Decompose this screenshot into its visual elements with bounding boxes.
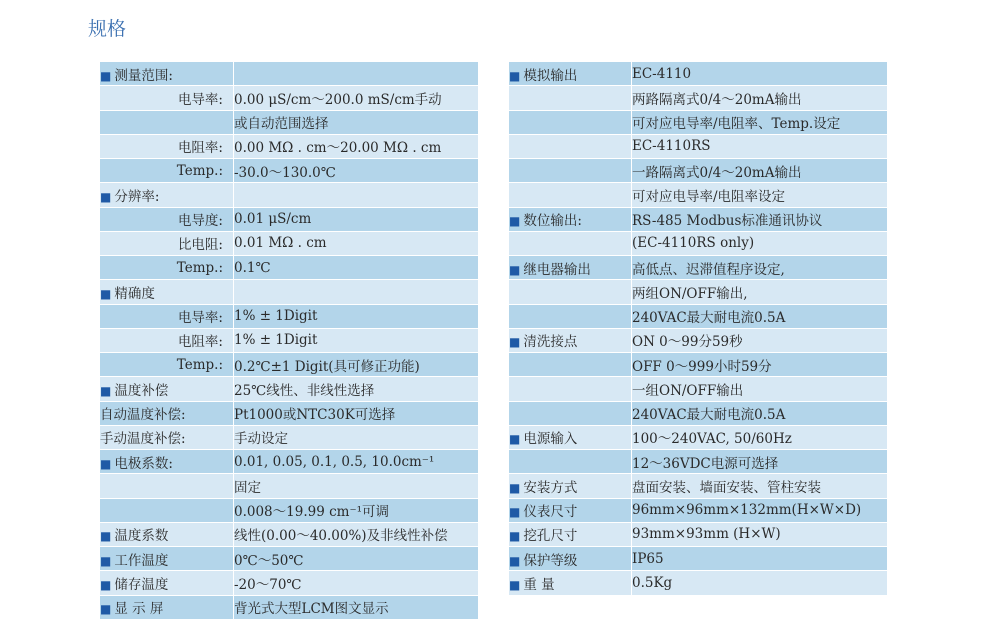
right-label-cell: [509, 134, 632, 158]
left-value-cell: [234, 256, 479, 280]
left-label-cell: [100, 86, 234, 110]
left-row: [100, 207, 479, 231]
spec-value: 1% ± 1Digit: [234, 332, 318, 349]
spec-value: 12～36VDC电源可选择: [632, 455, 779, 472]
spec-value: 两路隔离式0/4～20mA输出: [632, 91, 802, 108]
left-value-cell: [234, 595, 479, 619]
square-bullet-icon: ■: [100, 189, 112, 204]
right-row: [509, 547, 888, 571]
left-row: [100, 256, 479, 280]
right-label-cell: [509, 231, 632, 255]
spec-value: -30.0～130.0℃: [234, 164, 336, 181]
left-value-cell: [234, 159, 479, 183]
left-value-cell: [234, 110, 479, 134]
left-label-cell: [100, 134, 234, 158]
spec-value: 或自动范围选择: [234, 116, 329, 133]
right-row: [509, 110, 888, 134]
left-value-cell: [234, 571, 479, 595]
right-value-cell: [632, 159, 888, 183]
square-bullet-icon: ■: [100, 68, 112, 83]
left-value-cell: [234, 183, 479, 207]
spec-label: Temp.:: [176, 259, 223, 276]
right-row: [509, 86, 888, 110]
spec-value: 高低点、迟滞值程序设定,: [632, 261, 785, 278]
right-label-cell: [509, 522, 632, 546]
spec-label: 电导率:: [177, 310, 223, 327]
left-value-cell: [234, 86, 479, 110]
right-value-cell: [632, 401, 888, 425]
square-bullet-icon: ■: [100, 577, 112, 592]
spec-value: 96mm×96mm×132mm(H×W×D): [632, 502, 862, 519]
spec-label: 温度系数: [114, 528, 169, 545]
right-label-cell: [509, 498, 632, 522]
left-label-cell: [100, 401, 234, 425]
right-value-cell: [632, 474, 888, 498]
left-row: [100, 401, 479, 425]
spec-value: 固定: [234, 479, 261, 496]
spec-value: 两组ON/OFF输出,: [632, 285, 748, 302]
right-label-cell: [509, 304, 632, 328]
left-label-cell: [100, 474, 234, 498]
left-label-cell: [100, 110, 234, 134]
left-label-cell: [100, 377, 234, 401]
spec-value: 0.008～19.99 cm⁻¹可调: [234, 504, 389, 521]
right-row: [509, 522, 888, 546]
square-bullet-icon: ■: [100, 456, 112, 471]
left-value-cell: [234, 280, 479, 304]
spec-value: 线性(0.00～40.00%)及非线性补偿: [234, 528, 448, 545]
left-row: [100, 450, 479, 474]
right-label-cell: [509, 183, 632, 207]
spec-value: Pt1000或NTC30K可选择: [234, 407, 396, 424]
right-row: [509, 328, 888, 352]
right-label-cell: [509, 280, 632, 304]
left-label-cell: [100, 304, 234, 328]
spec-label: 工作温度: [114, 552, 169, 569]
spec-label: Temp.:: [176, 356, 223, 373]
spec-value: 可对应电导率/电阻率设定: [632, 188, 786, 205]
spec-value: 0.01 MΩ . cm: [234, 235, 327, 252]
spec-label: 手动温度补偿:: [100, 431, 186, 448]
left-label-cell: [100, 207, 234, 231]
right-row: [509, 377, 888, 401]
spec-label: 模拟输出: [523, 67, 578, 84]
spec-label: 继电器输出: [523, 261, 591, 278]
left-value-cell: [234, 425, 479, 449]
spec-value: (EC-4110RS only): [632, 235, 755, 252]
right-value-cell: [632, 353, 888, 377]
spec-label: 显 示 屏: [114, 601, 164, 618]
right-row: [509, 401, 888, 425]
spec-value: 手动设定: [234, 431, 288, 448]
spec-label: 比电阻:: [177, 237, 223, 254]
right-value-cell: [632, 522, 888, 546]
left-value-cell: [234, 328, 479, 352]
square-bullet-icon: ■: [100, 553, 112, 568]
spec-label: 精确度: [114, 285, 155, 302]
left-label-cell: [100, 498, 234, 522]
spec-label: 电导率:: [177, 91, 223, 108]
square-bullet-icon: ■: [509, 335, 521, 350]
right-row: [509, 450, 888, 474]
left-label-cell: [100, 353, 234, 377]
square-bullet-icon: ■: [509, 505, 521, 520]
square-bullet-icon: ■: [509, 68, 521, 83]
left-row: [100, 231, 479, 255]
spec-label: 电极系数:: [114, 455, 173, 472]
right-label-cell: [509, 353, 632, 377]
spec-value: 0.00 μS/cm～200.0 mS/cm手动: [234, 91, 442, 108]
right-value-cell: [632, 328, 888, 352]
left-value-cell: [234, 134, 479, 158]
spec-value: 0.01 μS/cm: [234, 211, 312, 228]
left-row: [100, 304, 479, 328]
square-bullet-icon: ■: [509, 577, 521, 592]
right-row: [509, 231, 888, 255]
spec-label: 挖孔尺寸: [523, 528, 578, 545]
right-value-cell: [632, 207, 888, 231]
left-row: [100, 595, 479, 619]
spec-value: 100～240VAC, 50/60Hz: [632, 431, 792, 448]
spec-label: 电导度:: [177, 213, 223, 230]
spec-label: 数位输出:: [523, 213, 582, 230]
left-label-cell: [100, 328, 234, 352]
right-value-cell: [632, 231, 888, 255]
right-label-cell: [509, 256, 632, 280]
left-value-cell: [234, 231, 479, 255]
right-value-cell: [632, 62, 888, 86]
right-value-cell: [632, 183, 888, 207]
left-label-cell: [100, 231, 234, 255]
right-value-cell: [632, 304, 888, 328]
right-row: [509, 304, 888, 328]
left-value-cell: [234, 474, 479, 498]
left-row: [100, 159, 479, 183]
right-label-cell: [509, 474, 632, 498]
right-label-cell: [509, 62, 632, 86]
left-label-cell: [100, 571, 234, 595]
left-row: [100, 522, 479, 546]
spec-value: 0.1℃: [234, 259, 271, 276]
spec-label: 分辨率:: [114, 188, 160, 205]
right-row: [509, 62, 888, 86]
square-bullet-icon: ■: [509, 480, 521, 495]
spec-label: 电阻率:: [177, 140, 223, 157]
left-value-cell: [234, 62, 479, 86]
right-row: [509, 425, 888, 449]
left-label-cell: [100, 280, 234, 304]
spec-label: 储存温度: [114, 576, 169, 593]
square-bullet-icon: ■: [100, 529, 112, 544]
left-row: [100, 353, 479, 377]
square-bullet-icon: ■: [509, 262, 521, 277]
right-value-cell: [632, 110, 888, 134]
square-bullet-icon: ■: [100, 286, 112, 301]
left-value-cell: [234, 377, 479, 401]
right-value-cell: [632, 377, 888, 401]
spec-value: 盘面安装、墙面安装、管柱安装: [632, 479, 821, 496]
left-row: [100, 134, 479, 158]
spec-value: RS-485 Modbus标准通讯协议: [632, 213, 823, 230]
left-value-cell: [234, 450, 479, 474]
left-label-cell: [100, 256, 234, 280]
left-value-cell: [234, 498, 479, 522]
right-label-cell: [509, 86, 632, 110]
right-row: [509, 207, 888, 231]
left-value-cell: [234, 353, 479, 377]
spec-table-right: [508, 61, 888, 596]
square-bullet-icon: ■: [100, 602, 112, 617]
spec-label: 电源输入: [523, 431, 578, 448]
right-row: [509, 353, 888, 377]
right-value-cell: [632, 280, 888, 304]
right-label-cell: [509, 401, 632, 425]
left-row: [100, 62, 479, 86]
spec-value: 一路隔离式0/4～20mA输出: [632, 164, 802, 181]
spec-value: EC-4110: [632, 65, 692, 82]
spec-value: EC-4110RS: [632, 138, 711, 155]
left-row: [100, 328, 479, 352]
left-value-cell: [234, 207, 479, 231]
right-value-cell: [632, 450, 888, 474]
left-row: [100, 498, 479, 522]
right-value-cell: [632, 425, 888, 449]
square-bullet-icon: ■: [509, 553, 521, 568]
spec-label: 自动温度补偿:: [100, 407, 186, 424]
right-value-cell: [632, 498, 888, 522]
spec-label: 安装方式: [523, 479, 578, 496]
square-bullet-icon: ■: [509, 529, 521, 544]
spec-value: 背光式大型LCM图文显示: [234, 601, 389, 618]
spec-value: OFF 0～999小时59分: [632, 358, 772, 375]
left-value-cell: [234, 522, 479, 546]
right-row: [509, 134, 888, 158]
right-row: [509, 280, 888, 304]
spec-value: 可对应电导率/电阻率、Temp.设定: [632, 116, 841, 133]
right-row: [509, 159, 888, 183]
left-label-cell: [100, 522, 234, 546]
spec-label: 测量范围:: [114, 67, 173, 84]
spec-value: 0.5Kg: [632, 574, 673, 591]
left-value-cell: [234, 401, 479, 425]
spec-label: 仪表尺寸: [523, 504, 578, 521]
spec-value: 240VAC最大耐电流0.5A: [632, 407, 786, 424]
right-row: [509, 256, 888, 280]
spec-value: ON 0～99分59秒: [632, 334, 743, 351]
square-bullet-icon: ■: [509, 432, 521, 447]
right-row: [509, 474, 888, 498]
spec-value: 0℃～50℃: [234, 552, 304, 569]
spec-label: 保护等级: [523, 552, 578, 569]
left-label-cell: [100, 425, 234, 449]
right-label-cell: [509, 547, 632, 571]
spec-value: IP65: [632, 550, 664, 567]
right-label-cell: [509, 110, 632, 134]
left-label-cell: [100, 159, 234, 183]
right-value-cell: [632, 547, 888, 571]
right-label-cell: [509, 159, 632, 183]
spec-value: 240VAC最大耐电流0.5A: [632, 310, 786, 327]
left-label-cell: [100, 62, 234, 86]
spec-value: 0.00 MΩ . cm～20.00 MΩ . cm: [234, 140, 442, 157]
spec-table-left: [99, 61, 479, 620]
left-label-cell: [100, 183, 234, 207]
right-label-cell: [509, 425, 632, 449]
right-label-cell: [509, 377, 632, 401]
left-value-cell: [234, 547, 479, 571]
left-row: [100, 183, 479, 207]
right-row: [509, 498, 888, 522]
left-row: [100, 571, 479, 595]
spec-value: 93mm×93mm (H×W): [632, 526, 781, 543]
spec-value: 0.01, 0.05, 0.1, 0.5, 10.0cm⁻¹: [234, 453, 435, 470]
page-title: 规格: [88, 18, 127, 40]
left-row: [100, 86, 479, 110]
square-bullet-icon: ■: [509, 214, 521, 229]
spec-label: Temp.:: [176, 162, 223, 179]
left-row: [100, 547, 479, 571]
right-label-cell: [509, 207, 632, 231]
spec-value: -20～70℃: [234, 576, 302, 593]
spec-label: 重 量: [523, 576, 555, 593]
left-label-cell: [100, 595, 234, 619]
right-value-cell: [632, 256, 888, 280]
left-row: [100, 280, 479, 304]
left-row: [100, 425, 479, 449]
left-label-cell: [100, 547, 234, 571]
spec-value: 25℃线性、非线性选择: [234, 382, 375, 399]
right-value-cell: [632, 571, 888, 595]
right-row: [509, 571, 888, 595]
spec-value: 0.2℃±1 Digit(具可修正功能): [234, 358, 420, 375]
spec-label: 温度补偿: [114, 382, 169, 399]
right-value-cell: [632, 134, 888, 158]
right-label-cell: [509, 328, 632, 352]
spec-label: 电阻率:: [177, 334, 223, 351]
left-label-cell: [100, 450, 234, 474]
right-label-cell: [509, 450, 632, 474]
right-label-cell: [509, 571, 632, 595]
left-row: [100, 110, 479, 134]
left-row: [100, 474, 479, 498]
right-row: [509, 183, 888, 207]
square-bullet-icon: ■: [100, 383, 112, 398]
left-row: [100, 377, 479, 401]
spec-label: 清洗接点: [523, 334, 578, 351]
spec-value: 1% ± 1Digit: [234, 308, 318, 325]
right-value-cell: [632, 86, 888, 110]
spec-value: 一组ON/OFF输出: [632, 382, 744, 399]
left-value-cell: [234, 304, 479, 328]
